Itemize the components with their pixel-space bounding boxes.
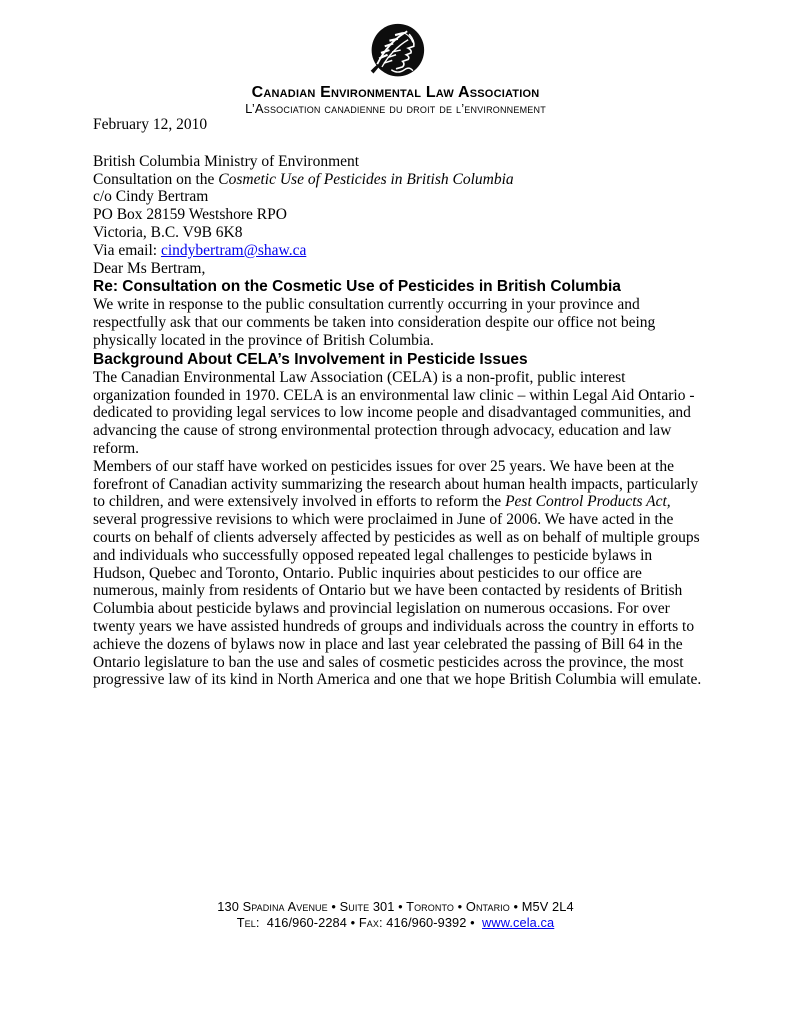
subject-line: Re: Consultation on the Cosmetic Use of Pesticides in British Columbia [93, 278, 621, 296]
letter-date: February 12, 2010 [93, 116, 208, 133]
letterhead [0, 0, 791, 116]
recipient-line-text: Consultation on the [93, 170, 219, 188]
recipient-line: British Columbia Ministry of Environment [93, 152, 360, 170]
salutation: Dear Ms Bertram, [93, 259, 206, 277]
body-paragraph-2: The Canadian Environmental Law Association (CELA) is a non-profit, public interest organization founded in 1970. CELA is an environmental law clinic – within Legal Aid Ontario - dedicated to providing legal services to low income people and disadvantaged communities, and advancing the cause of strong environmental protection through advocacy, education and law reform. [93, 368, 695, 457]
org-name-french: L’Association canadienne du droit de l’environnement [245, 101, 546, 116]
recipient-line: c/o Cindy Bertram [93, 188, 209, 206]
website-link[interactable]: www.cela.ca [482, 915, 555, 930]
page-footer [0, 899, 791, 931]
footer-address: 130 Spadina Avenue • Suite 301 • Toronto • Ontario • M5V 2L4 [217, 899, 574, 914]
recipient-line: Victoria, B.C. V9B 6K8 [93, 223, 243, 241]
consultation-title-italic: Cosmetic Use of Pesticides in British Columbia [218, 170, 514, 188]
email-link[interactable]: cindybertram@shaw.ca [160, 241, 307, 259]
via-email-line [93, 242, 703, 260]
via-email-label: Via email: [93, 241, 161, 259]
recipient-address [93, 153, 703, 242]
letter-body [93, 116, 703, 689]
body-paragraph-3 [93, 458, 703, 689]
section-heading: Background About CELA’s Involvement in Pesticide Issues [93, 350, 528, 368]
footer-contact-text: Tel: 416/960-2284 • Fax: 416/960-9392 • [236, 915, 483, 930]
org-name-english: Canadian Environmental Law Association [251, 84, 540, 101]
recipient-line [93, 171, 703, 189]
recipient-line: PO Box 28159 Westshore RPO [93, 206, 287, 224]
act-title-italic: Pest Control Products Act, [505, 493, 671, 511]
paragraph-text: Members of our staff have worked on pesticides issues for over 25 years. We have been at the forefront of Canadian activity summarizing the research about human health impacts, particularly to children, and were extensively involved in efforts to reform the [93, 457, 699, 511]
cela-logo-icon [361, 21, 431, 81]
footer-contact [0, 915, 791, 931]
body-paragraph-1: We write in response to the public consultation currently occurring in your province and respectfully ask that our comments be taken into consideration despite our office not being physically located in the province of British Columbia. [93, 296, 656, 349]
paragraph-text: several progressive revisions to which were proclaimed in June of 2006. We have acted in the courts on behalf of clients adversely affected by pesticides as well as on behalf of multiple groups and individuals who successfully opposed repeated legal challenges to pesticide bylaws in Hudson, Quebec and Toronto, Ontario. Public inquiries about pesticides to our office are numerous, mainly from residents of Ontario but we have been contacted by residents of British Columbia about pesticide bylaws and provincial legislation on numerous occasions. For over twenty years we have assisted hundreds of groups and individuals across the country in efforts to achieve the dozens of bylaws now in place and last year celebrated the passing of Bill 64 in the Ontario legislature to ban the use and sales of cosmetic pesticides across the province, the most progressive law of its kind in North America and one that we hope British Columbia will emulate. [93, 511, 702, 689]
